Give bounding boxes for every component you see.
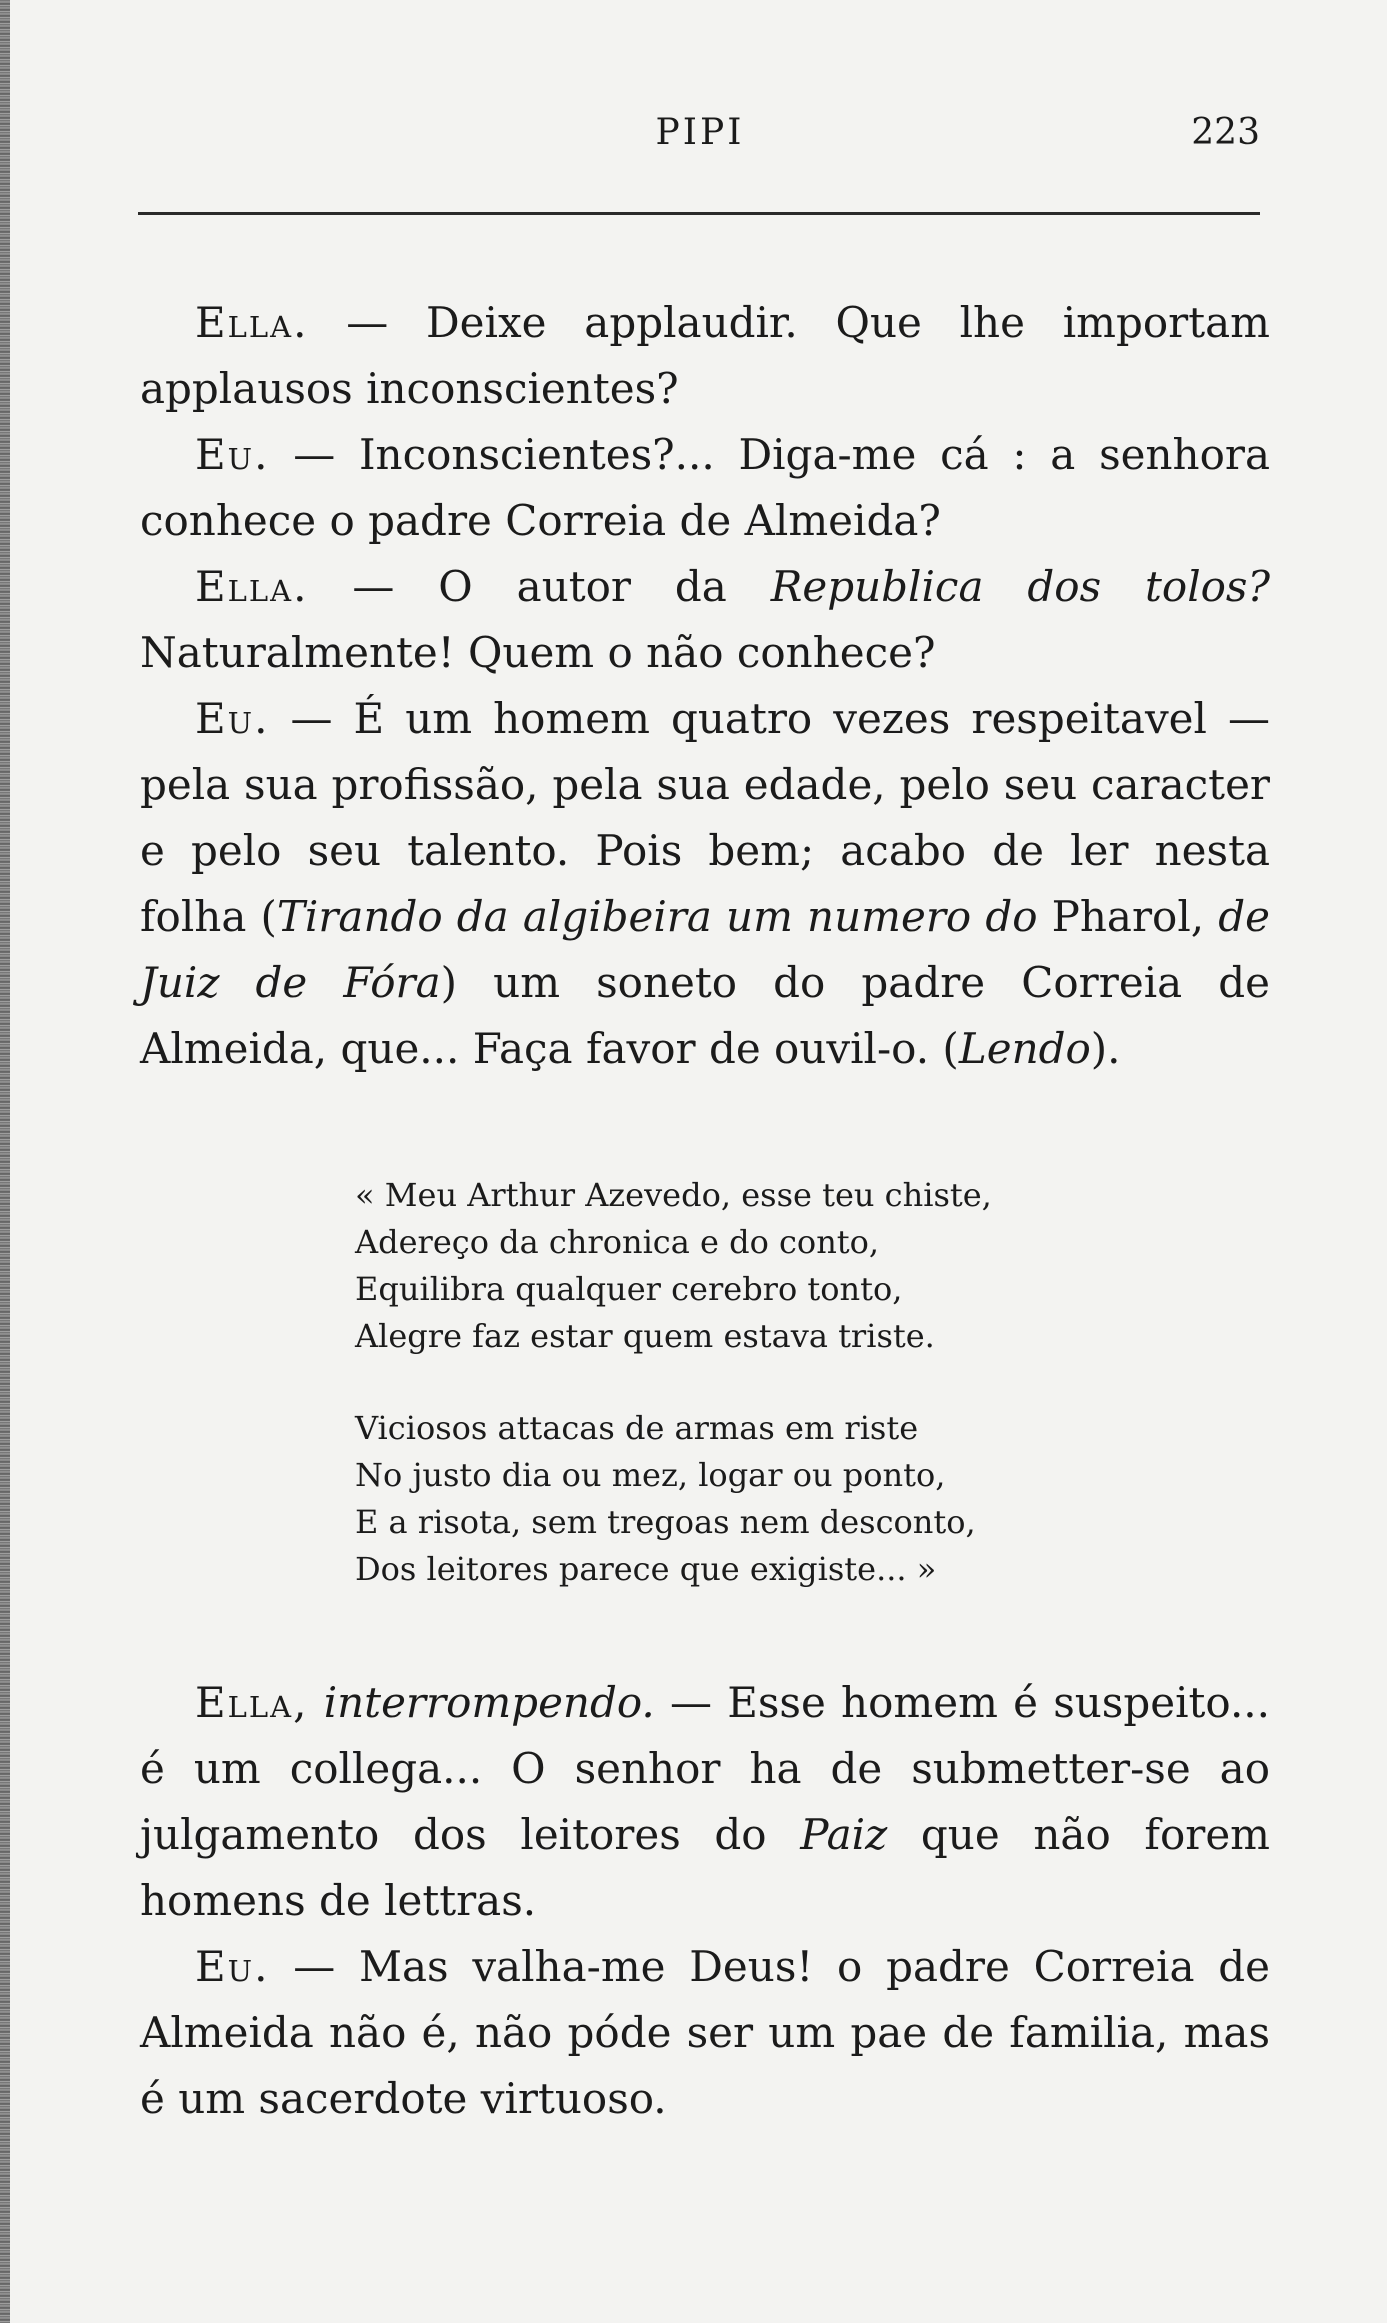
poem-stanza	[355, 1405, 1115, 1593]
speaker-name: Eu.	[195, 430, 270, 479]
sonnet-quotation	[355, 1172, 1115, 1638]
page-number: 223	[1191, 112, 1260, 153]
poem-verse: Alegre faz estar quem estava triste.	[355, 1317, 935, 1355]
poem-verse: « Meu Arthur Azevedo, esse teu chiste,	[355, 1176, 992, 1214]
page-edge-shadow	[0, 0, 10, 2323]
speech-text: — Mas valha-me Deus! o padre Correia de Almeida não é, não póde ser um pae de familia, mas é um sacerdote virtuoso.	[140, 1942, 1270, 2123]
italic-text: Lendo	[958, 1024, 1091, 1073]
speech-text: que não forem homens de lettras.	[140, 1810, 1271, 1925]
dialogue-paragraph	[140, 1934, 1270, 2132]
page-header	[140, 112, 1260, 172]
poem-verse: Dos leitores parece que exigiste... »	[355, 1550, 937, 1588]
poem-verse: No justo dia ou mez, logar ou ponto,	[355, 1456, 946, 1494]
italic-text: de Juiz de Fóra	[140, 892, 1270, 1007]
dialogue-block-top	[140, 290, 1270, 1082]
poem-verse: Equilibra qualquer cerebro tonto,	[355, 1270, 903, 1308]
header-rule	[138, 212, 1260, 215]
italic-text: Republica dos tolos?	[770, 562, 1270, 611]
dialogue-paragraph	[140, 554, 1270, 686]
poem-stanza	[355, 1172, 1115, 1360]
speech-text: — Deixe applaudir. Que lhe importam applausos inconscientes?	[140, 298, 1270, 413]
speaker-name: Ella.	[195, 298, 309, 347]
dialogue-block-bottom	[140, 1670, 1270, 2132]
speech-text: — Esse homem é suspeito... é um collega... O senhor ha de submetter-se ao julgamento dos leitores do	[140, 1678, 1270, 1859]
running-title: PIPI	[655, 112, 745, 153]
speech-text: — Inconscientes?... Diga-me cá : a senhora conhece o padre Correia de Almeida?	[140, 430, 1270, 545]
speaker-name: Eu.	[195, 694, 270, 743]
speech-text: — É um homem quatro vezes respeitavel — pela sua profissão, pela sua edade, pelo seu caracter e pelo seu talento. Pois bem; acabo de ler nesta folha (	[140, 694, 1270, 941]
speaker-name: Eu.	[195, 1942, 270, 1991]
dialogue-paragraph	[140, 290, 1270, 422]
poem-verse: Viciosos attacas de armas em riste	[355, 1409, 919, 1447]
italic-text: Paiz	[800, 1810, 888, 1859]
speech-text	[308, 1678, 323, 1727]
poem-verse: E a risota, sem tregoas nem desconto,	[355, 1503, 976, 1541]
speech-text: ) um soneto do padre Correia de Almeida, que... Faça favor de ouvil-o. (	[140, 958, 1271, 1073]
speech-text: Naturalmente! Quem o não conhece?	[140, 628, 936, 677]
speaker-name: Ella.	[195, 562, 309, 611]
speaker-name: Ella,	[195, 1678, 309, 1727]
speech-text: ).	[1090, 1024, 1121, 1073]
poem-verse: Adereço da chronica e do conto,	[355, 1223, 880, 1261]
dialogue-paragraph	[140, 1670, 1270, 1934]
speech-text: — O autor da	[308, 562, 771, 611]
italic-text: interrompendo.	[323, 1678, 655, 1727]
dialogue-paragraph	[140, 422, 1270, 554]
italic-text: Tirando da algibeira um numero do	[276, 892, 1038, 941]
dialogue-paragraph	[140, 686, 1270, 1082]
speech-text: Pharol,	[1037, 892, 1219, 941]
